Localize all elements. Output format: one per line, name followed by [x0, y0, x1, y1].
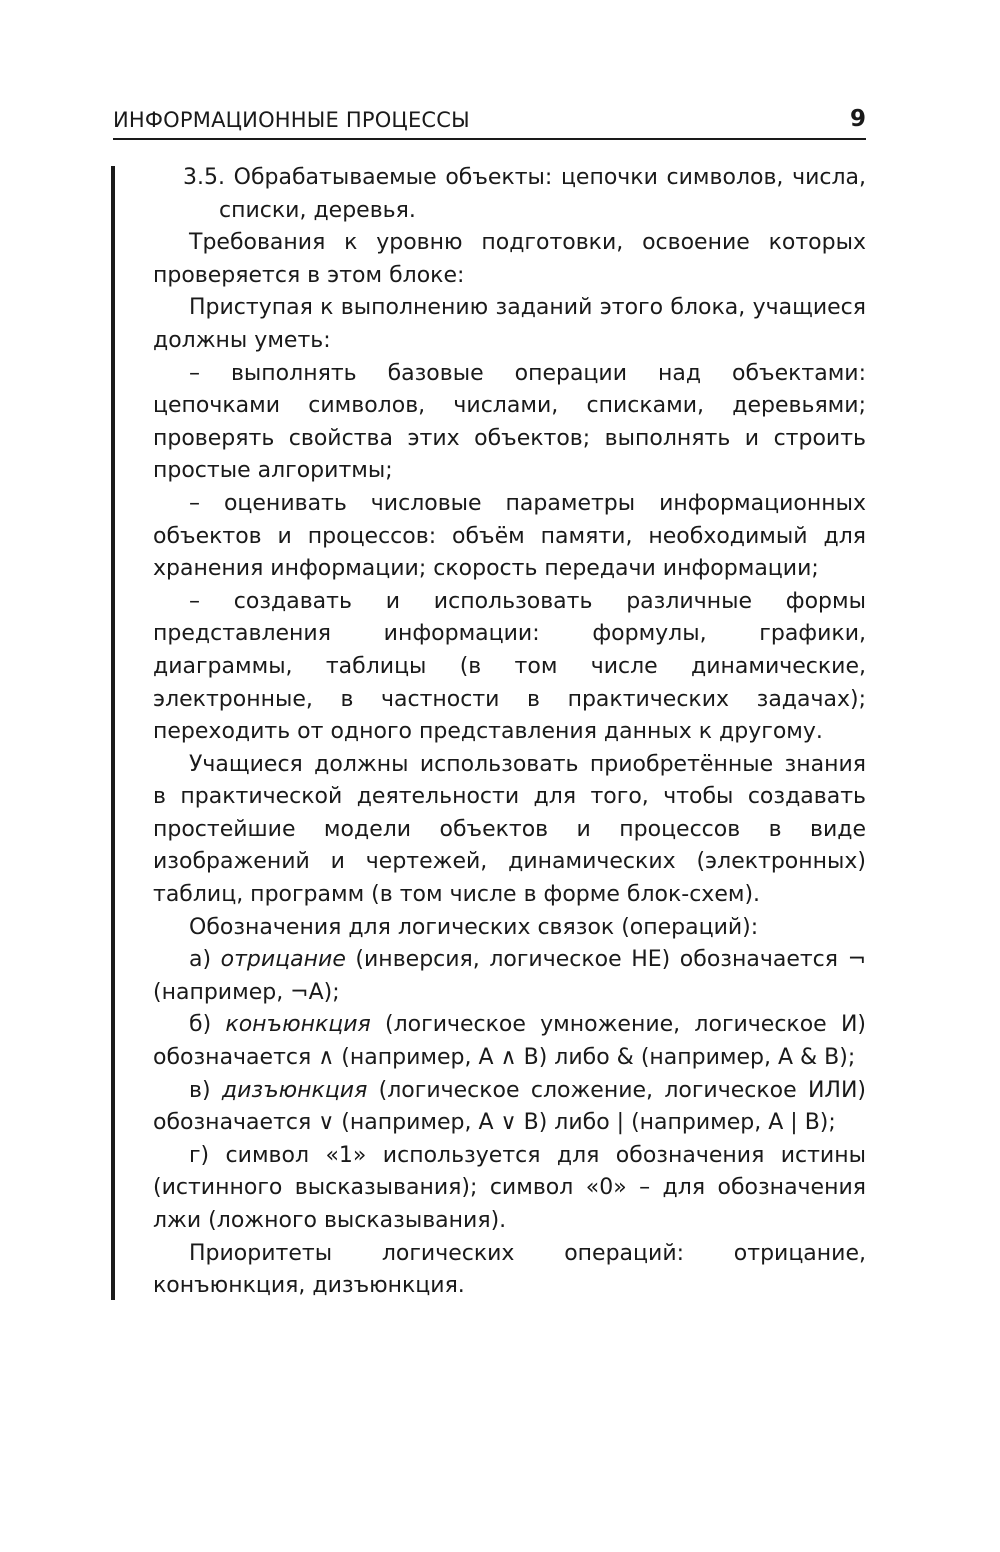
margin-rule	[111, 166, 115, 1300]
paragraph-topic-item: 3.5. Обрабатываемые объекты: цепочки символов, числа, списки, деревья.	[183, 165, 866, 223]
paragraph: Приступая к выполнению заданий этого блока, учащиеся должны уметь:	[153, 295, 866, 353]
item-text: (инверсия, логическое НЕ) обозначается ¬ (например, ¬А);	[153, 947, 867, 1005]
paragraph-disjunction	[153, 1075, 866, 1140]
item-prefix: а)	[189, 947, 221, 973]
paragraph-dash-item: – оценивать числовые параметры информационных объектов и процессов: объём памяти, необходимый для хранения информации; скорость передачи информации;	[153, 490, 866, 582]
paragraph: Приоритеты логических операций: отрицание, конъюнкция, дизъюнкция.	[153, 1240, 866, 1299]
page-header	[113, 104, 866, 140]
paragraph: Обозначения для логических связок (операций):	[189, 914, 759, 940]
paragraph-dash-item: – выполнять базовые операции над объектами: цепочками символов, числами, списками, деревьями; проверять свойства этих объектов; выполнять и строить простые алгоритмы;	[153, 360, 866, 484]
paragraph-negation	[153, 944, 866, 1009]
paragraph-conjunction	[153, 1009, 866, 1074]
running-head: ИНФОРМАЦИОННЫЕ ПРОЦЕССЫ	[113, 108, 470, 132]
paragraph: г) символ «1» используется для обозначения истины (истинного высказывания); символ «0» – для обозначения лжи (ложного высказывания).	[153, 1142, 866, 1233]
item-text: (логическое умножение, логическое И) обозначается ∧ (например, А ∧ В) либо & (например, А & В);	[153, 1012, 866, 1071]
paragraph: Учащиеся должны использовать приобретённые знания в практической деятельности для того, чтобы создавать простейшие модели объектов и процессов в виде изображений и чертежей, динамических (электронных) таблиц, программ (в том числе в форме блок-схем).	[153, 751, 866, 908]
paragraph: Требования к уровню подготовки, освоение которых проверяется в этом блоке:	[153, 230, 866, 288]
term-disjunction: дизъюнкция	[221, 1077, 368, 1103]
page-number: 9	[849, 106, 866, 132]
paragraph-dash-item: – создавать и использовать различные формы представления информации: формулы, графики, диаграммы, таблицы (в том числе динамические, электронные, в частности в практических задачах); переходить от одного представления данных к другому.	[153, 588, 866, 745]
item-prefix: б)	[189, 1012, 226, 1038]
body-text	[153, 162, 866, 1303]
item-text: (логическое сложение, логическое ИЛИ) обозначается ∨ (например, А ∨ В) либо | (например, А | В);	[153, 1077, 866, 1136]
term-conjunction: конъюнкция	[225, 1012, 371, 1038]
term-negation: отрицание	[220, 947, 346, 973]
item-prefix: в)	[189, 1077, 222, 1103]
